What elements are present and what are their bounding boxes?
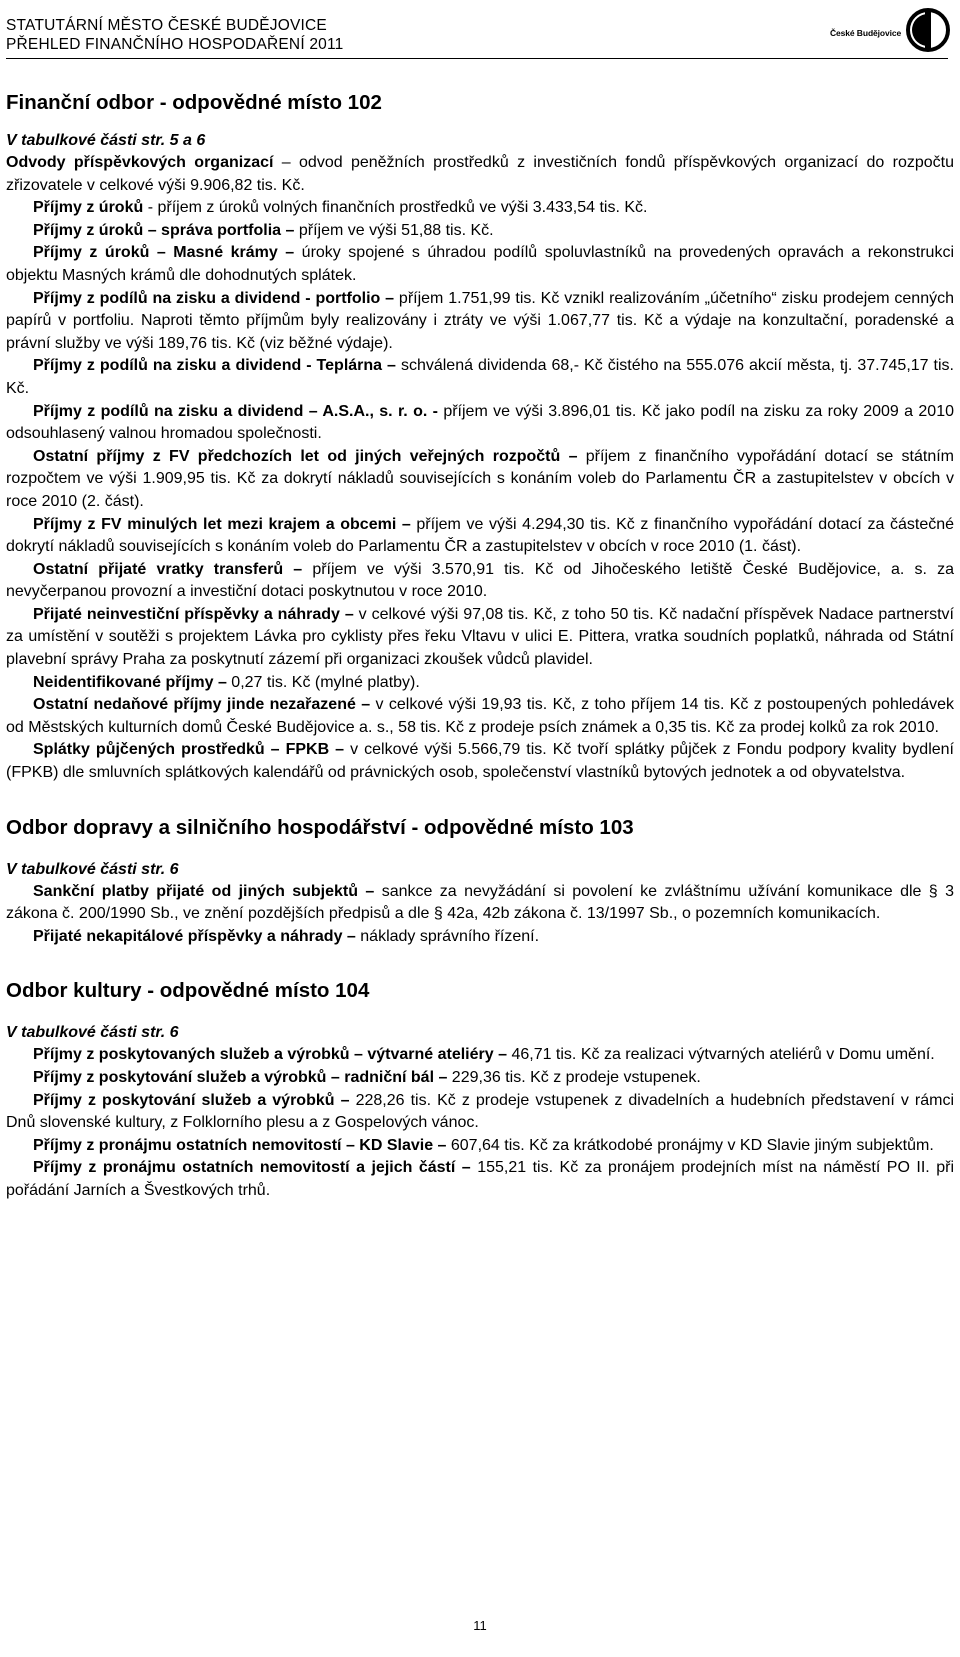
page-number: 11 xyxy=(473,1618,487,1633)
paragraph-text: náklady správního řízení. xyxy=(355,927,540,945)
paragraph-heading: Příjmy z podílů na zisku a dividend - Teplárna – xyxy=(33,357,396,375)
paragraph-heading: Příjmy z poskytovaných služeb a výrobků – výtvarné ateliéry – xyxy=(33,1046,507,1064)
header-city: STATUTÁRNÍ MĚSTO ČESKÉ BUDĚJOVICE xyxy=(6,17,327,34)
paragraph-heading: Přijaté nekapitálové příspěvky a náhrady – xyxy=(33,927,356,945)
paragraph-text: příjem ve výši 3.570,91 tis. Kč od Jihočeského letiště České Budějovice, a. s. za nevyčerpanou provozní a investiční dotaci poskytnutou v roce 2010. xyxy=(6,560,954,601)
paragraph-heading: Příjmy z poskytování služeb a výrobků – xyxy=(33,1091,350,1109)
paragraph-text: schválená dividenda 68,- Kč čistého na 555.076 akcií města, tj. 37.745,17 tis. Kč. xyxy=(6,357,954,397)
paragraph-text: 46,71 tis. Kč za realizaci výtvarných ateliérů v Domu umění. xyxy=(507,1046,935,1064)
paragraph xyxy=(6,401,954,446)
section-title: Odbor dopravy a silničního hospodářství - odpovědné místo 103 xyxy=(6,815,634,839)
logo-wordmark: České Budějovice xyxy=(830,28,902,38)
section-subtitle: V tabulkové části str. 6 xyxy=(6,1024,179,1042)
paragraph xyxy=(6,355,954,400)
paragraph-text: v celkové výši 5.566,79 tis. Kč tvoří splátky půjček z Fondu podpory kvality bydlení (FPKB) dle smluvních splátkových kalendářů od právnických osob, společenství vlastníků bytových jednotek a od obyvatelstva. xyxy=(6,741,954,782)
section-title: Finanční odbor - odpovědné místo 102 xyxy=(6,91,382,114)
header-report-title: PŘEHLED FINANČNÍHO HOSPODAŘENÍ 2011 xyxy=(6,36,344,53)
paragraph xyxy=(6,446,954,514)
paragraph-heading: Sankční platby přijaté od jiných subjektů – xyxy=(33,882,375,900)
city-logo xyxy=(830,8,950,52)
paragraph-text: úroky spojené s úhradou podílů spoluvlastníků na provedených opravách a rekonstrukci objektu Masných krámů dle dohodnutých splátek. xyxy=(6,244,954,284)
paragraph-heading: Odvody příspěvkových organizací xyxy=(6,154,274,171)
paragraph xyxy=(6,1135,954,1158)
section-title: Odbor kultury - odpovědné místo 104 xyxy=(6,979,370,1003)
document-body xyxy=(6,90,954,1203)
paragraph xyxy=(6,1067,954,1090)
paragraph-heading: Příjmy z úroků – Masné krámy – xyxy=(33,244,295,262)
paragraph-text: - příjem z úroků volných finančních prostředků ve výši 3.433,54 tis. Kč. xyxy=(143,199,648,217)
paragraph xyxy=(6,220,954,243)
section-subtitle: V tabulkové části str. 5 a 6 xyxy=(6,132,206,149)
paragraph-text: – odvod peněžních prostředků z investičních fondů příspěvkových organizací do rozpočtu zřizovatele v celkové výši 9.906,82 tis. Kč. xyxy=(6,154,955,194)
paragraph-text: 0,27 tis. Kč (mylné platby). xyxy=(226,673,420,691)
paragraph xyxy=(6,288,954,356)
paragraph-text: sankce za nevyžádání si povolení ke zvláštnímu užívání komunikace dle § 3 zákona č. 200/1990 Sb., ve znění pozdějších předpisů a dle § 42a, 42b zákona č. 13/1997 Sb., o pozemních komunikacích. xyxy=(6,882,955,923)
paragraph-heading: Přijaté neinvestiční příspěvky a náhrady – xyxy=(33,605,354,623)
paragraph xyxy=(6,739,954,784)
paragraph xyxy=(6,559,954,604)
paragraph-heading: Příjmy z FV minulých let mezi krajem a obcemi – xyxy=(33,515,411,533)
paragraph-text: 155,21 tis. Kč za pronájem prodejních míst na náměstí PO II. při pořádání Jarních a Švestkových trhů. xyxy=(6,1159,954,1199)
paragraph-text: 229,36 tis. Kč z prodeje vstupenek. xyxy=(447,1069,701,1086)
paragraph xyxy=(6,1090,954,1135)
paragraph xyxy=(6,1157,954,1202)
city-emblem-icon xyxy=(906,8,950,52)
paragraph-text: příjem ve výši 4.294,30 tis. Kč z finančního vypořádání dotací za částečné dokrytí nákladů souvisejících s konáním voleb do Parlamentu ČR a zastupitelstev v obcích v roce 2010 (1. část). xyxy=(6,515,955,556)
paragraph-heading: Ostatní příjmy z FV předchozích let od jiných veřejných rozpočtů – xyxy=(33,447,578,465)
paragraph xyxy=(6,1044,954,1067)
paragraph-heading: Ostatní přijaté vratky transferů – xyxy=(33,560,303,578)
paragraph-heading: Splátky půjčených prostředků – FPKB – xyxy=(33,741,345,759)
paragraph-heading: Příjmy z pronájmu ostatních nemovitostí a jejich částí – xyxy=(33,1159,471,1177)
paragraph-heading: Příjmy z poskytování služeb a výrobků – radniční bál – xyxy=(33,1069,448,1086)
paragraph-text: příjem ve výši 3.896,01 tis. Kč jako podíl na zisku za roky 2009 a 2010 odsouhlasený valnou hromadou společnosti. xyxy=(6,402,955,443)
paragraph xyxy=(6,242,954,287)
paragraph-text: v celkové výši 97,08 tis. Kč, z toho 50 tis. Kč nadační příspěvek Nadace partnerství za umístění v soutěži s projektem Lávka pro cyklisty přes řeku Vltavu v ulici E. Pittera, vratka soudních poplatků, náhrada od Státní plavební správy Praha za poskytnutí zázemí při organizaci zkoušek vůdců plavidel. xyxy=(6,605,954,669)
paragraph-heading: Příjmy z podílů na zisku a dividend - portfolio – xyxy=(33,289,395,307)
paragraph-heading: Neidentifikované příjmy – xyxy=(33,673,227,691)
paragraph-text: příjem 1.751,99 tis. Kč vznikl realizováním „účetního“ zisku prodejem cenných papírů v portfoliu. Naproti těmto příjmům byly realizovány i ztráty ve výši 1.067,77 tis. Kč a výdaje na konzultační, poradenské a právní služby ve výši 189,76 tis. Kč (viz běžné výdaje). xyxy=(6,289,954,352)
paragraph-text: 228,26 tis. Kč z prodeje vstupenek z divadelních a hudebních představení v rámci Dnů slovenské kultury, z Folklorního plesu a z Gospelových vánoc. xyxy=(6,1091,955,1132)
header-divider xyxy=(6,58,948,59)
paragraph-heading: Příjmy z úroků xyxy=(33,199,144,217)
paragraph-heading: Příjmy z pronájmu ostatních nemovitostí – KD Slavie – xyxy=(33,1136,447,1154)
paragraph xyxy=(6,881,954,926)
paragraph xyxy=(6,694,954,739)
paragraph xyxy=(6,604,954,672)
paragraph-heading: Příjmy z podílů na zisku a dividend – A.S.A., s. r. o. - xyxy=(33,402,438,420)
page-header xyxy=(6,16,948,64)
paragraph-text: příjem ve výši 51,88 tis. Kč. xyxy=(294,221,494,239)
paragraph xyxy=(6,926,954,949)
section-subtitle: V tabulkové části str. 6 xyxy=(6,860,179,878)
paragraph xyxy=(6,197,954,220)
paragraph-text: 607,64 tis. Kč za krátkodobé pronájmy v KD Slavie jiným subjektům. xyxy=(446,1136,934,1154)
paragraph xyxy=(6,152,954,197)
paragraph-heading: Ostatní nedaňové příjmy jinde nezařazené – xyxy=(33,696,371,714)
paragraph-text: v celkové výši 19,93 tis. Kč, z toho příjem 14 tis. Kč z postoupených pohledávek od Městských kulturních domů České Budějovice a. s., 58 tis. Kč z prodeje psích známek a 0,35 tis. Kč za prodej kolků za rok 2010. xyxy=(6,696,954,736)
paragraph xyxy=(6,672,954,695)
paragraph-heading: Příjmy z úroků – správa portfolia – xyxy=(33,221,295,239)
paragraph-text: příjem z finančního vypořádání dotací se státním rozpočtem ve výši 1.909,95 tis. Kč za dokrytí nákladů souvisejících s konáním voleb do Parlamentu ČR a zastupitelstev v obcích v roce 2010 (2. část). xyxy=(6,447,954,510)
paragraph xyxy=(6,514,954,559)
